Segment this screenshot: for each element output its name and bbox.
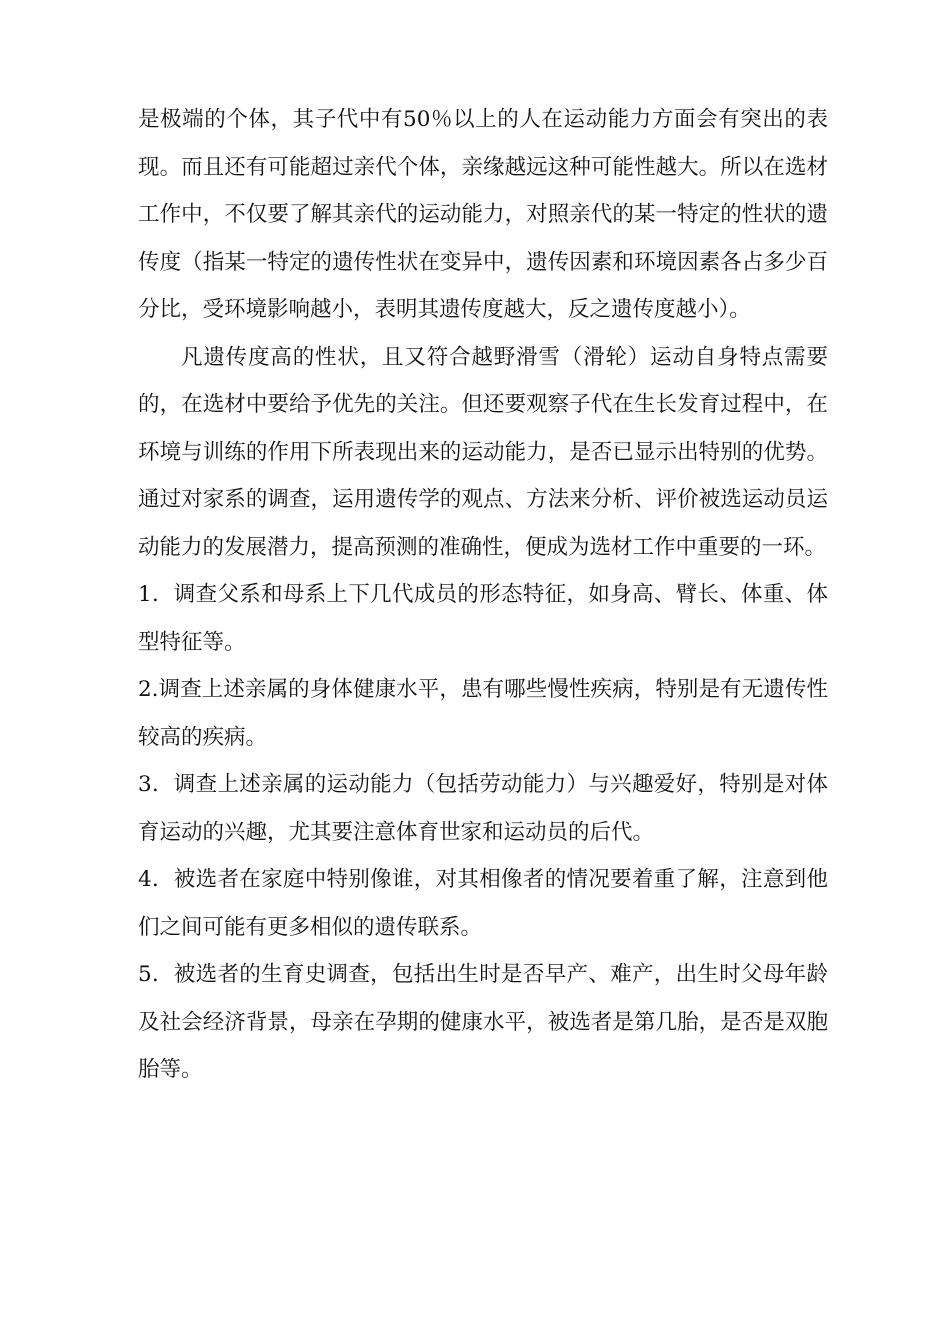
paragraph-continuation: 是极端的个体，其子代中有50％以上的人在运动能力方面会有突出的表现。而且还有可能超过亲代个体，亲缘越远这种可能性越大。所以在选材工作中，不仅要了解其亲代的运动能力，对照亲代的某一特定的性状的遗传度（指某一特定的遗传性状在变异中，遗传因素和环境因素各占多少百分比，受环境影响越小，表明其遗传度越大，反之遗传度越小）。 bbox=[138, 107, 828, 322]
document-body bbox=[138, 96, 828, 1094]
list-item-5: 5．被选者的生育史调查，包括出生时是否早产、难产，出生时父母年龄及社会经济背景，母亲在孕期的健康水平，被选者是第几胎，是否是双胞胎等。 bbox=[138, 962, 828, 1082]
list-item-3: 3．调查上述亲属的运动能力（包括劳动能力）与兴趣爱好，特别是对体育运动的兴趣，尤其要注意体育世家和运动员的后代。 bbox=[138, 772, 828, 845]
list-item-1: 1．调查父系和母系上下几代成员的形态特征，如身高、臂长、体重、体型特征等。 bbox=[138, 582, 828, 655]
paragraph-selection-priority: 凡遗传度高的性状，且又符合越野滑雪（滑轮）运动自身特点需要的，在选材中要给予优先的关注。但还要观察子代在生长发育过程中，在环境与训练的作用下所表现出来的运动能力，是否已显示出特别的优势。通过对家系的调查，运用遗传学的观点、方法来分析、评价被选运动员运动能力的发展潜力，提高预测的准确性，便成为选材工作中重要的一环。 bbox=[138, 344, 828, 560]
list-item-2: 2.调查上述亲属的身体健康水平，患有哪些慢性疾病，特别是有无遗传性较高的疾病。 bbox=[138, 677, 828, 750]
list-item-4: 4．被选者在家庭中特别像谁，对其相像者的情况要着重了解，注意到他们之间可能有更多相似的遗传联系。 bbox=[138, 867, 828, 940]
